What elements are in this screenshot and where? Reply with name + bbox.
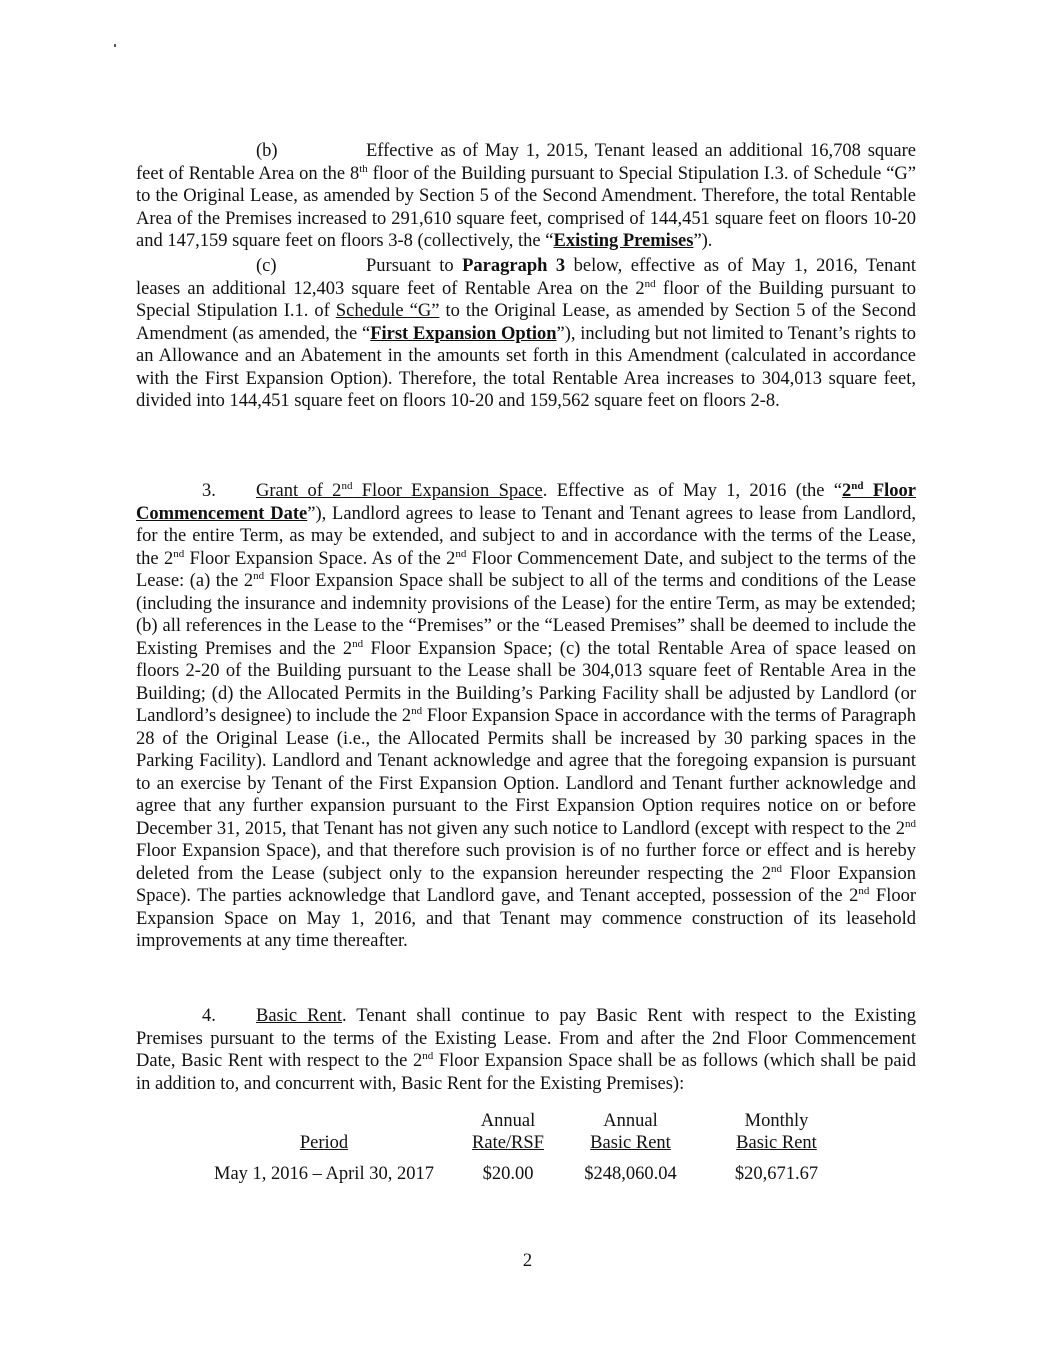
table-row	[190, 1163, 850, 1186]
paragraph-label: (b)	[256, 141, 278, 161]
section-number: 4.	[202, 1006, 216, 1026]
paragraph-2b: (b) Effective as of May 1, 2015, Tenant leased an additional 16,708 square feet of Rentable Area on the 8th floor of the Building pursuant to Special Stipulation I.3. of Schedule “G” to the Original Lease, as amended by Section 5 of the Second Amendment. Therefore, the total Rentable Area of the Premises increased to 291,610 square feet, comprised of 144,451 square feet on floors 10-20 and 147,159 square feet on floors 3-8 (collectively, the “Existing Premises”).	[136, 141, 916, 251]
section-4-basic-rent: 4. Basic Rent. Tenant shall continue to pay Basic Rent with respect to the Existing Premises pursuant to the terms of the Existing Lease. From and after the 2nd Floor Commencement Date, Basic Rent with respect to the 2nd Floor Expansion Space shall be as follows (which shall be paid in addition to, and concurrent with, Basic Rent for the Existing Premises):	[136, 1006, 916, 1094]
cell-monthly-rent: $20,671.67	[734, 1164, 819, 1184]
page-number: 2	[522, 1251, 533, 1271]
paragraph-2c: (c) Pursuant to Paragraph 3 below, effective as of May 1, 2016, Tenant leases an additional 12,403 square feet of Rentable Area on the 2nd floor of the Building pursuant to Special Stipulation I.1. of Schedule “G” to the Original Lease, as amended by Section 5 of the Second Amendment (as amended, the “First Expansion Option”), including but not limited to Tenant’s rights to an Allowance and an Abatement in the amounts set forth in this Amendment (calculated in accordance with the First Expansion Option). Therefore, the total Rentable Area increases to 304,013 square feet, divided into 144,451 square feet on floors 10-20 and 159,562 square feet on floors 2-8.	[136, 256, 916, 411]
defined-term-first-expansion-option: First Expansion Option	[370, 323, 557, 344]
column-header-annual-rent: Annual Basic Rent	[590, 1111, 671, 1153]
cell-period: May 1, 2016 – April 30, 2017	[214, 1164, 434, 1184]
table-header-row	[190, 1110, 850, 1154]
column-header-monthly-rent: Monthly Basic Rent	[736, 1111, 817, 1153]
basic-rent-table	[190, 1110, 850, 1186]
section-heading: Grant of 2nd Floor Expansion Space	[256, 480, 543, 501]
scan-speck	[114, 44, 116, 47]
defined-term-existing-premises: Existing Premises	[553, 231, 694, 251]
cell-annual-rent: $248,060.04	[584, 1164, 677, 1184]
column-header-rate: Annual Rate/RSF	[472, 1111, 544, 1153]
cell-rate: $20.00	[482, 1164, 534, 1184]
section-3-grant-of-expansion-space: 3. Grant of 2nd Floor Expansion Space. Effective as of May 1, 2016 (the “2nd Floor Commencement Date”), Landlord agrees to lease to Tenant and Tenant agrees to lease from Landlord, for the entire Term, as may be extended, and subject to and in accordance with the terms of the Lease, the 2nd Floor Expansion Space. As of the 2nd Floor Commencement Date, and subject to the terms of the Lease: (a) the 2nd Floor Expansion Space shall be subject to all of the terms and conditions of the Lease (including the insurance and indemnity provisions of the Lease) for the entire Term, as may be extended; (b) all references in the Lease to the “Premises” or the “Leased Premises” shall be deemed to include the Existing Premises and the 2nd Floor Expansion Space; (c) the total Rentable Area of space leased on floors 2-20 of the Building pursuant to the Lease shall be 304,013 square feet of Rentable Area in the Building; (d) the Allocated Permits in the Building’s Parking Facility shall be adjusted by Landlord (or Landlord’s designee) to include the 2nd Floor Expansion Space in accordance with the terms of Paragraph 28 of the Original Lease (i.e., the Allocated Permits shall be increased by 30 parking spaces in the Parking Facility). Landlord and Tenant acknowledge and agree that the foregoing expansion is pursuant to an exercise by Tenant of the First Expansion Option. Landlord and Tenant further acknowledge and agree that any further expansion pursuant to the First Expansion Option requires notice on or before December 31, 2015, that Tenant has not given any such notice to Landlord (except with respect to the 2nd Floor Expansion Space), and that therefore such provision is of no further force or effect and is hereby deleted from the Lease (subject only to the expansion hereunder respecting the 2nd Floor Expansion Space). The parties acknowledge that Landlord gave, and Tenant accepted, possession of the 2nd Floor Expansion Space on May 1, 2016, and that Tenant may commence construction of its leasehold improvements at any time thereafter.	[136, 480, 917, 951]
defined-term-commencement-date: 2nd Floor Commencement Date	[136, 480, 917, 524]
section-heading: Basic Rent	[256, 1006, 343, 1026]
paragraph-reference: Paragraph 3	[462, 256, 566, 276]
section-number: 3.	[202, 481, 216, 501]
paragraph-label: (c)	[256, 256, 277, 276]
schedule-reference: Schedule “G”	[335, 301, 440, 321]
column-header-period: Period	[299, 1133, 349, 1153]
